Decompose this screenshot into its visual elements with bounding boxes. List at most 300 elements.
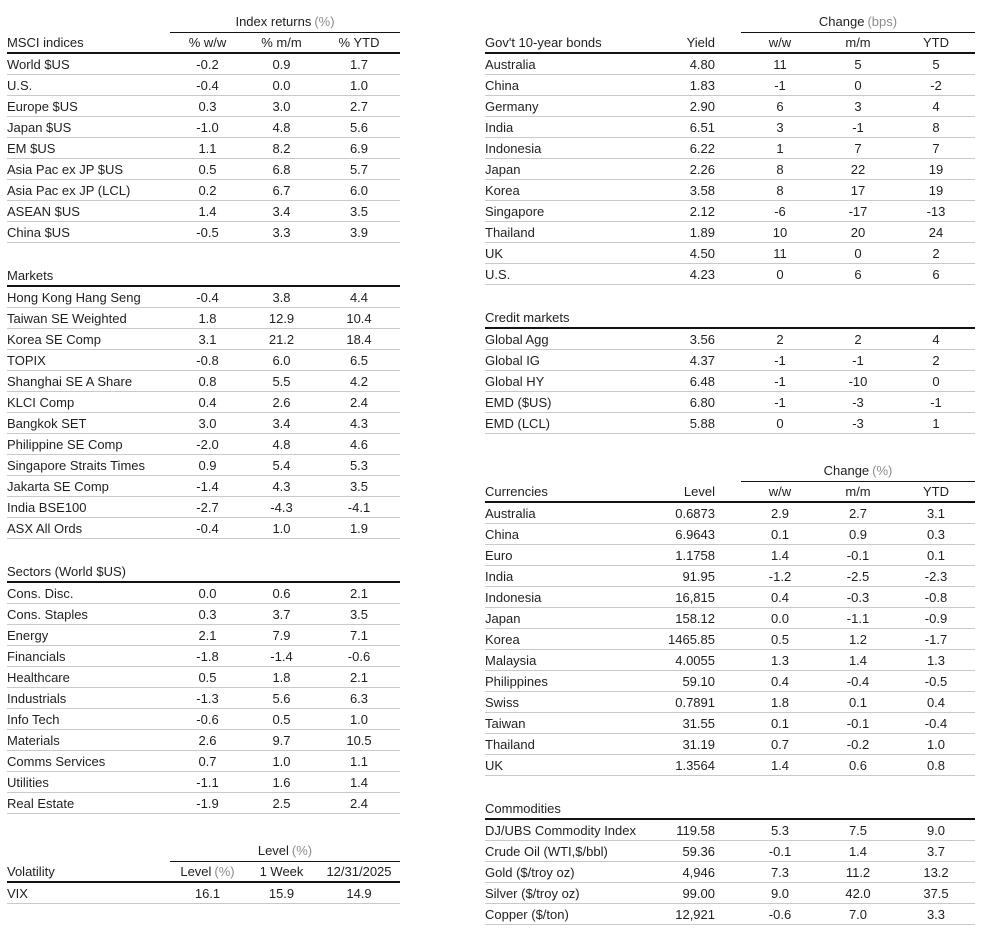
table-row [485,180,975,201]
row-label: Singapore Straits Times [7,457,146,473]
cell-value: 5.6 [349,119,369,135]
row-label: UK [485,757,504,773]
row-label: Australia [485,56,536,72]
column-header: % m/m [261,35,302,50]
cell-value: 1.0 [272,520,291,536]
table-header-row [485,308,975,329]
cell-value: -0.3 [846,589,870,605]
table-row [7,646,400,667]
cell-value: 3 [854,98,862,114]
cell-value: 2.12 [689,203,715,219]
table-header-row [485,799,975,820]
row-label: Japan [485,610,521,626]
cell-value: 59.10 [682,673,715,689]
table-markets [7,266,400,539]
group-header [741,14,975,33]
table-row [485,392,975,413]
table-row [7,392,400,413]
cell-value: -0.9 [924,610,948,626]
cell-value: -2.0 [196,436,219,452]
row-label: Global HY [485,373,545,389]
row-label: ASEAN $US [7,203,80,219]
table-row [485,201,975,222]
cell-value: 6.8 [272,161,291,177]
cell-value: 8 [932,119,940,135]
cell-value: -0.2 [196,56,219,72]
cell-value: 11 [773,245,787,261]
cell-value: 0.3 [198,98,217,114]
cell-value: 0.9 [272,56,291,72]
cell-value: 19 [928,161,944,177]
table-row [485,350,975,371]
cell-value: 3.8 [272,289,291,305]
row-label: Bangkok SET [7,415,87,431]
table-row [7,518,400,539]
cell-value: -1.4 [196,478,219,494]
cell-value: 1.8 [198,310,217,326]
cell-value: 0.5 [272,711,291,727]
cell-value: 6.0 [272,352,291,368]
cell-value: 6.9643 [675,526,715,542]
cell-value: -1.1 [196,774,219,790]
cell-value: 0.6873 [675,505,715,521]
cell-value: 5.4 [272,457,291,473]
row-label: India [485,119,514,135]
cell-value: 0.5 [198,161,217,177]
cell-value: 2.7 [848,505,868,521]
cell-value: 20 [850,224,866,240]
cell-value: 1.1 [198,140,217,156]
row-label: Cons. Staples [7,606,88,622]
table-row [485,329,975,350]
row-label: VIX [7,885,28,901]
column-header: 1 Week [259,864,304,879]
table-row [7,476,400,497]
row-label: Jakarta SE Comp [7,478,109,494]
row-label: China $US [7,224,70,240]
cell-value: 6.5 [349,352,369,368]
cell-value: 5 [854,56,862,72]
cell-value: 1.89 [689,224,715,240]
group-header [170,843,400,862]
cell-value: 4.23 [689,266,715,282]
column-header: 12/31/2025 [326,864,392,879]
cell-value: 4.6 [349,436,369,452]
group-header-unit: (%) [291,843,313,858]
cell-value: 7.1 [349,627,369,643]
table-row [485,138,975,159]
table-header-row [7,266,400,287]
row-label: Taiwan [485,715,526,731]
cell-value: 3.3 [272,224,291,240]
table-row [485,671,975,692]
table-row [485,841,975,862]
cell-value: -2.7 [196,499,219,515]
table-header-row [7,33,400,54]
cell-value: 0.1 [926,547,946,563]
row-label: Taiwan SE Weighted [7,310,127,326]
table-title: Markets [7,268,54,283]
table-row [485,734,975,755]
cell-value: -0.4 [196,520,219,536]
cell-value: 5.3 [349,457,369,473]
cell-value: 0.6 [272,585,291,601]
table-row [7,625,400,646]
cell-value: 0.7 [770,736,790,752]
cell-value: 1.8 [272,669,291,685]
cell-value: -1 [774,77,786,93]
table-volatility [7,837,400,904]
cell-value: 2.26 [689,161,715,177]
cell-value: 1.7 [349,56,369,72]
cell-value: 0.7 [198,753,217,769]
table-row [485,503,975,524]
table-title: MSCI indices [7,35,84,50]
cell-value: 3.9 [349,224,369,240]
group-header-label: Change [823,463,870,478]
table-currencies [485,457,975,776]
cell-value: 11.2 [845,864,871,880]
table-row [485,54,975,75]
row-label: Swiss [485,694,519,710]
table-commodities [485,799,975,925]
cell-value: 21.2 [268,331,295,347]
table-row [485,904,975,925]
row-label: TOPIX [7,352,46,368]
cell-value: 12,921 [675,906,715,922]
row-label: Silver ($/troy oz) [485,885,580,901]
cell-value: 3 [776,119,784,135]
table-row [485,545,975,566]
cell-value: 11 [773,56,787,72]
cell-value: 119.58 [676,822,715,838]
row-label: EM $US [7,140,56,156]
cell-value: 4.8 [272,436,291,452]
cell-value: 0.4 [770,589,790,605]
cell-value: -1.2 [768,568,792,584]
cell-value: 2 [776,331,784,347]
cell-value: 0.1 [770,715,790,731]
column-header: w/w [768,484,792,499]
group-header-label: Index returns [235,14,312,29]
table-row [485,117,975,138]
cell-value: 1.3 [926,652,946,668]
table-row [7,180,400,201]
left-column [7,8,400,904]
cell-value: 3.0 [272,98,291,114]
cell-value: 158.12 [675,610,715,626]
cell-value: 3.7 [272,606,291,622]
row-label: KLCI Comp [7,394,75,410]
cell-value: 0.0 [272,77,291,93]
row-label: India [485,568,514,584]
cell-value: 6.51 [689,119,715,135]
cell-value: 37.5 [923,885,949,901]
table-row [7,117,400,138]
table-row [7,667,400,688]
table-row [7,583,400,604]
group-header-row [7,837,400,862]
cell-value: 91.95 [682,568,715,584]
cell-value: -17 [848,203,868,219]
cell-value: -1.1 [846,610,870,626]
table-row [7,434,400,455]
cell-value: 5.7 [349,161,369,177]
cell-value: 1.0 [926,736,946,752]
row-label: Europe $US [7,98,78,114]
cell-value: 1.8 [770,694,790,710]
table-header-row [485,482,975,503]
column-header-label: Level [180,864,212,879]
cell-value: 0.0 [198,585,217,601]
cell-value: 6.3 [349,690,369,706]
table-row [485,883,975,904]
cell-value: 6 [932,266,940,282]
cell-value: 10.4 [346,310,372,326]
table-row [7,350,400,371]
row-label: ASX All Ords [7,520,83,536]
group-header-unit: (bps) [867,14,898,29]
row-label: EMD ($US) [485,394,552,410]
cell-value: 2 [932,245,940,261]
cell-value: -0.5 [196,224,219,240]
cell-value: 1.0 [272,753,291,769]
cell-value: -3 [852,394,864,410]
cell-value: -1 [852,352,864,368]
cell-value: -1 [774,373,786,389]
cell-value: 2.1 [198,627,217,643]
cell-value: 3.56 [689,331,715,347]
row-label: Thailand [485,224,535,240]
cell-value: 8 [776,182,784,198]
cell-value: 6.80 [689,394,715,410]
table-row [7,159,400,180]
table-row [7,96,400,117]
row-label: Japan [485,161,521,177]
row-label: Korea SE Comp [7,331,101,347]
cell-value: 1.4 [848,652,868,668]
cell-value: 7.9 [272,627,291,643]
row-label: China [485,526,519,542]
cell-value: 14.9 [346,885,372,901]
cell-value: 5.88 [689,415,715,431]
row-label: Germany [485,98,539,114]
table-row [7,371,400,392]
group-header-label: Level [257,843,289,858]
cell-value: 0.3 [198,606,217,622]
cell-value: 12.9 [268,310,295,326]
column-header: m/m [845,35,871,50]
row-label: U.S. [485,266,511,282]
cell-value: 0.4 [926,694,946,710]
row-label: Korea [485,182,520,198]
cell-value: 6.48 [689,373,715,389]
cell-value: -1.7 [924,631,948,647]
cell-value: 99.00 [682,885,715,901]
cell-value: 10.5 [346,732,372,748]
table-row [7,287,400,308]
cell-value: -6 [774,203,786,219]
cell-value: 0.8 [926,757,946,773]
cell-value: 1.4 [770,757,790,773]
cell-value: 1.3564 [675,757,715,773]
cell-value: 0 [854,245,862,261]
cell-value: 6.7 [272,182,291,198]
cell-value: 2.1 [349,669,369,685]
cell-value: 9.7 [272,732,291,748]
table-row [485,75,975,96]
row-label: Cons. Disc. [7,585,74,601]
table-row [485,755,975,776]
table-credit-markets [485,308,975,434]
table-row [485,243,975,264]
cell-value: 4 [932,98,940,114]
table-row [7,201,400,222]
cell-value: 1.1 [349,753,369,769]
table-title: Commodities [485,801,561,816]
cell-value: 15.9 [268,885,295,901]
group-header-unit: (%) [872,463,893,478]
cell-value: 5 [932,56,940,72]
table-row [7,75,400,96]
cell-value: 7.5 [848,822,868,838]
cell-value: 0.9 [198,457,217,473]
cell-value: 4.8 [272,119,291,135]
cell-value: 9.0 [770,885,790,901]
cell-value: 0.9 [848,526,868,542]
cell-value: 5.5 [272,373,291,389]
cell-value: 1.0 [349,77,369,93]
cell-value: 0 [776,415,784,431]
table-row [7,793,400,814]
cell-value: 8 [776,161,784,177]
cell-value: -1.4 [270,648,293,664]
row-label: Utilities [7,774,49,790]
row-label: DJ/UBS Commodity Index [485,822,636,838]
cell-value: 0.5 [770,631,790,647]
row-label: UK [485,245,504,261]
row-label: India BSE100 [7,499,87,515]
cell-value: 1.4 [349,774,369,790]
cell-value: 4.37 [689,352,715,368]
column-header: YTD [923,484,949,499]
cell-value: -1.9 [196,795,219,811]
cell-value: 2.90 [689,98,715,114]
row-label: Comms Services [7,753,106,769]
cell-value: 1465.85 [668,631,715,647]
table-msci-indices [7,8,400,243]
row-label: Crude Oil (WTI,$/bbl) [485,843,608,859]
cell-value: 1.4 [848,843,868,859]
row-label: Financials [7,648,66,664]
cell-value: 0.8 [198,373,217,389]
cell-value: 4.3 [272,478,291,494]
table-title: Currencies [485,484,548,499]
cell-value: 0.6 [848,757,868,773]
column-header: YTD [923,35,949,50]
cell-value: -2.3 [924,568,948,584]
cell-value: 1.2 [848,631,868,647]
table-title: Volatility [7,864,55,879]
cell-value: 2.4 [349,795,369,811]
group-header-label: Change [818,14,865,29]
cell-value: 4.2 [349,373,369,389]
row-label: Indonesia [485,140,542,156]
cell-value: -0.1 [846,715,870,731]
table-header-row [7,562,400,583]
cell-value: 6.9 [349,140,369,156]
cell-value: 1.3 [770,652,790,668]
table-header-row [485,33,975,54]
group-header-row [7,8,400,33]
cell-value: 3.4 [272,203,291,219]
row-label: China [485,77,519,93]
cell-value: -0.6 [768,906,792,922]
row-label: Philippine SE Comp [7,436,123,452]
cell-value: 1.0 [349,711,369,727]
cell-value: 5.3 [770,822,790,838]
cell-value: 4.80 [689,56,715,72]
cell-value: 4.0055 [675,652,715,668]
column-header: % w/w [188,35,227,50]
cell-value: -0.4 [196,289,219,305]
column-header [170,864,245,879]
row-label: Malaysia [485,652,537,668]
group-header [741,463,975,482]
cell-value: 1 [932,415,940,431]
cell-value: -0.4 [196,77,219,93]
table-row [7,688,400,709]
table-row [7,222,400,243]
row-label: Asia Pac ex JP (LCL) [7,182,131,198]
cell-value: 4.50 [689,245,715,261]
table-sectors [7,562,400,814]
cell-value: 2.5 [272,795,291,811]
table-row [485,159,975,180]
cell-value: 18.4 [346,331,372,347]
cell-value: 1.1758 [675,547,715,563]
table-row [485,650,975,671]
table-row [485,371,975,392]
cell-value: 1.4 [198,203,217,219]
table-row [7,138,400,159]
cell-value: 31.19 [682,736,715,752]
cell-value: 2.9 [770,505,790,521]
cell-value: 9.0 [926,822,946,838]
column-header: Yield [686,35,715,50]
table-row [485,524,975,545]
row-label: Global Agg [485,331,549,347]
row-label: EMD (LCL) [485,415,551,431]
cell-value: 7.3 [770,864,790,880]
cell-value: 0.1 [848,694,868,710]
table-row [485,222,975,243]
group-header-unit: (%) [314,14,335,29]
cell-value: 4.3 [349,415,369,431]
table-row [485,608,975,629]
cell-value: -1 [774,352,786,368]
table-row [7,604,400,625]
cell-value: -1 [930,394,942,410]
table-row [7,308,400,329]
table-row [7,413,400,434]
row-label: Australia [485,505,536,521]
right-column [485,8,975,925]
cell-value: 0.4 [198,394,217,410]
cell-value: 6 [854,266,862,282]
table-title: Sectors (World $US) [7,564,126,579]
cell-value: -3 [852,415,864,431]
